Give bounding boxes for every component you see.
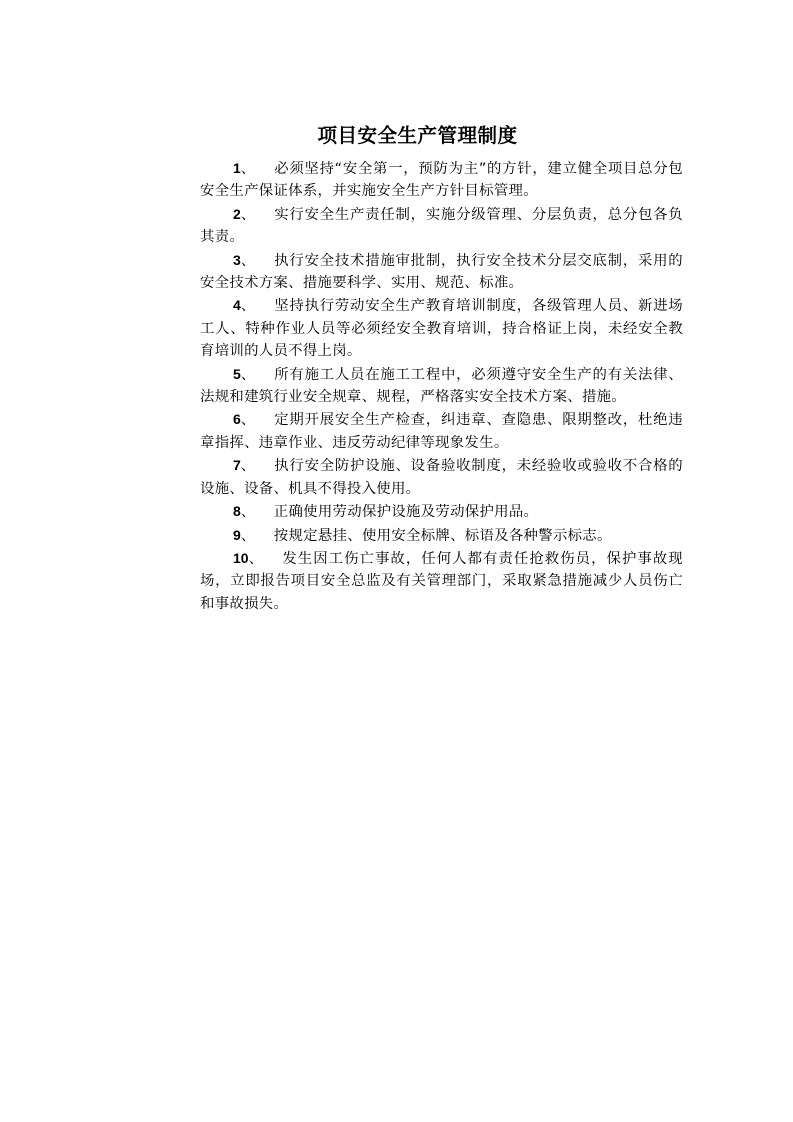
- list-item: [200, 157, 683, 203]
- item-separator: 、: [240, 206, 256, 223]
- item-text: 所有施工人员在施工工程中，必须遵守安全生产的有关法律、法规和建筑行业安全规章、规程，严格落实安全技术方案、措施。: [200, 366, 683, 406]
- item-separator: 、: [240, 161, 256, 177]
- list-item: [200, 294, 683, 362]
- document-body: [200, 157, 683, 615]
- item-text: 正确使用劳动保护设施及劳动保护用品。: [273, 504, 539, 521]
- item-number: 7: [233, 457, 241, 474]
- item-separator: 、: [240, 298, 256, 315]
- item-text: 必须坚持“安全第一，预防为主”的方针，建立健全项目总分包安全生产保证体系，并实施安全生产方针目标管理。: [200, 161, 683, 200]
- item-number: 3: [233, 251, 241, 268]
- list-item: [200, 547, 683, 615]
- item-separator: 、: [240, 527, 256, 544]
- item-number: 5: [233, 365, 241, 382]
- list-item: [200, 500, 683, 523]
- list-item: [200, 454, 683, 500]
- item-number: 9: [233, 526, 241, 543]
- item-number: 10: [233, 549, 249, 566]
- item-text: 执行安全防护设施、设备验收制度，未经验收或验收不合格的设施、设备、机具不得投入使用。: [200, 458, 683, 497]
- item-number: 2: [233, 205, 241, 222]
- list-item: [200, 408, 683, 454]
- item-text: 实行安全生产责任制，实施分级管理、分层负责，总分包各负其责。: [200, 206, 683, 246]
- list-item: [200, 363, 683, 409]
- list-item: [200, 524, 683, 547]
- item-text: 发生因工伤亡事故，任何人都有责任抢救伤员，保护事故现场，立即报告项目安全总监及有关管理部门，采取紧急措施减少人员伤亡和事故损失。: [200, 550, 683, 612]
- item-number: 4: [233, 297, 241, 314]
- document-title: 项目安全生产管理制度: [317, 124, 518, 147]
- item-text: 定期开展安全生产检查，纠违章、查隐患、限期整改，杜绝违章指挥、违章作业、违反劳动纪律等现象发生。: [200, 412, 683, 451]
- item-separator: 、: [248, 550, 263, 567]
- item-number: 6: [233, 411, 241, 428]
- item-separator: 、: [240, 366, 256, 383]
- item-separator: 、: [240, 458, 256, 475]
- item-separator: 、: [240, 252, 256, 269]
- item-number: 8: [233, 503, 241, 520]
- item-text: 坚持执行劳动安全生产教育培训制度，各级管理人员、新进场工人、特种作业人员等必须经安全教育培训，持合格证上岗，未经安全教育培训的人员不得上岗。: [200, 298, 683, 360]
- item-text: 按规定悬挂、使用安全标牌、标语及各种警示标志。: [273, 527, 612, 544]
- item-text: 执行安全技术措施审批制，执行安全技术分层交底制，采用的安全技术方案、措施要科学、实用、规范、标准。: [200, 252, 683, 292]
- list-item: [200, 203, 683, 249]
- item-separator: 、: [240, 412, 256, 429]
- item-separator: 、: [240, 504, 256, 521]
- item-number: 1: [233, 160, 241, 176]
- list-item: [200, 249, 683, 295]
